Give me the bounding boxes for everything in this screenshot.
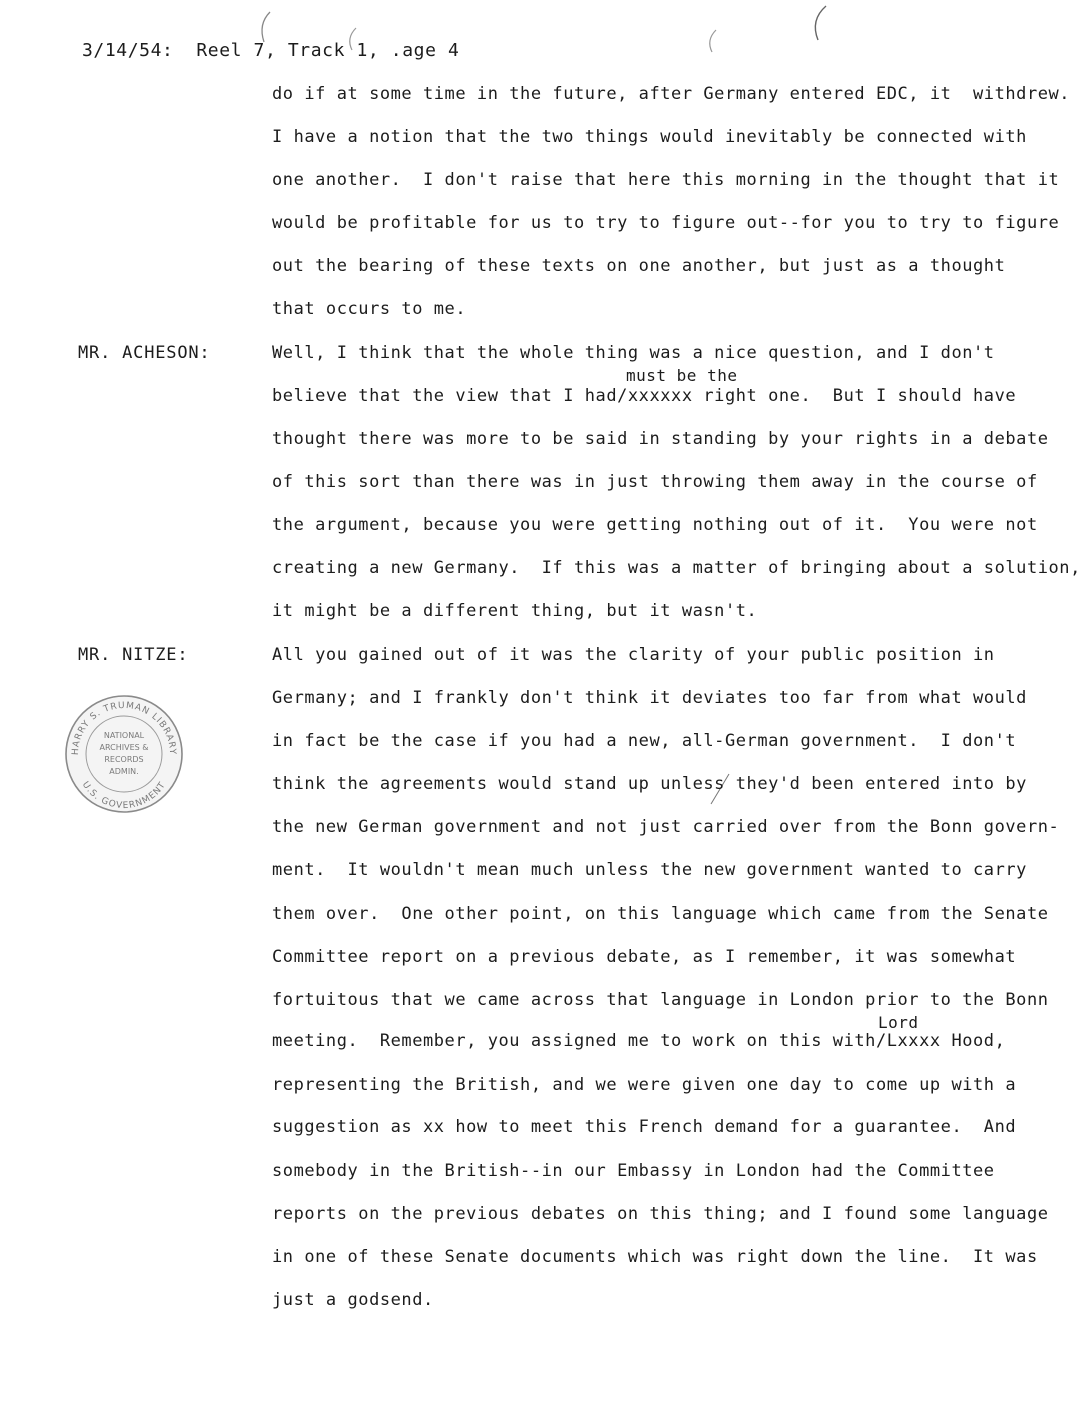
margin-mark: [700, 26, 724, 56]
text-line: representing the British, and we were given one day to come up with a: [272, 1075, 1017, 1095]
text-line: out the bearing of these texts on one another, but just as a thought: [272, 256, 1006, 276]
text-line: do if at some time in the future, after Germany entered EDC, it withdrew.: [272, 84, 1071, 104]
stamp-top-text: HARRY S. TRUMAN LIBRARY: [70, 700, 178, 756]
speaker-label: MR. ACHESON:: [78, 343, 211, 363]
stamp-center-text: ADMIN.: [109, 767, 139, 776]
stamp-center-text: NATIONAL: [103, 731, 145, 740]
text-line: fortuitous that we came across that language in London prior to the Bonn: [272, 990, 1049, 1010]
text-line: that occurs to me.: [272, 299, 467, 319]
archive-stamp: [60, 690, 188, 818]
text-line: Committee report on a previous debate, as I remember, it was somewhat: [272, 947, 1017, 967]
text-line: in fact be the case if you had a new, all-German government. I don't: [272, 731, 1017, 751]
margin-mark: [250, 8, 280, 48]
margin-mark: [800, 2, 834, 44]
text-line: the new German government and not just carried over from the Bonn govern-: [272, 817, 1060, 837]
text-line: suggestion as xx how to meet this French demand for a guarantee. And: [272, 1117, 1017, 1137]
speaker-label: MR. NITZE:: [78, 645, 189, 665]
text-line: it might be a different thing, but it wasn't.: [272, 601, 758, 621]
interlinear-insertion: Lord: [878, 1013, 919, 1032]
text-line: of this sort than there was in just throwing them away in the course of: [272, 472, 1038, 492]
text-line: the argument, because you were getting nothing out of it. You were not: [272, 515, 1038, 535]
text-line: I have a notion that the two things would inevitably be connected with: [272, 127, 1027, 147]
text-line: ment. It wouldn't mean much unless the new government wanted to carry: [272, 860, 1027, 880]
text-line: reports on the previous debates on this thing; and I found some language: [272, 1204, 1049, 1224]
stamp-center-text: RECORDS: [104, 755, 144, 764]
text-line: them over. One other point, on this language which came from the Senate: [272, 904, 1049, 924]
stamp-bottom-text: U.S. GOVERNMENT: [79, 780, 169, 812]
text-line: believe that the view that I had/xxxxxx right one. But I should have: [272, 386, 1017, 406]
text-line: one another. I don't raise that here this morning in the thought that it: [272, 170, 1060, 190]
text-line: think the agreements would stand up unless they'd been entered into by: [272, 774, 1027, 794]
stamp-center-text: ARCHIVES &: [99, 743, 149, 752]
text-line: All you gained out of it was the clarity of your public position in: [272, 645, 995, 665]
text-line: meeting. Remember, you assigned me to work on this with/Lxxxx Hood,: [272, 1031, 1006, 1051]
page-header: 3/14/54: Reel 7, Track 1, .age 4: [82, 40, 460, 61]
text-line: Germany; and I frankly don't think it deviates too far from what would: [272, 688, 1027, 708]
text-line: would be profitable for us to try to figure out--for you to try to figure: [272, 213, 1060, 233]
interlinear-insertion: must be the: [626, 366, 738, 385]
text-line: just a godsend.: [272, 1290, 434, 1310]
text-line: Well, I think that the whole thing was a nice question, and I don't: [272, 343, 995, 363]
text-line: in one of these Senate documents which was right down the line. It was: [272, 1247, 1038, 1267]
text-line: thought there was more to be said in standing by your rights in a debate: [272, 429, 1049, 449]
text-line: somebody in the British--in our Embassy in London had the Committee: [272, 1161, 995, 1181]
text-line: creating a new Germany. If this was a matter of bringing about a solution,: [272, 558, 1081, 578]
margin-mark: [340, 24, 364, 54]
